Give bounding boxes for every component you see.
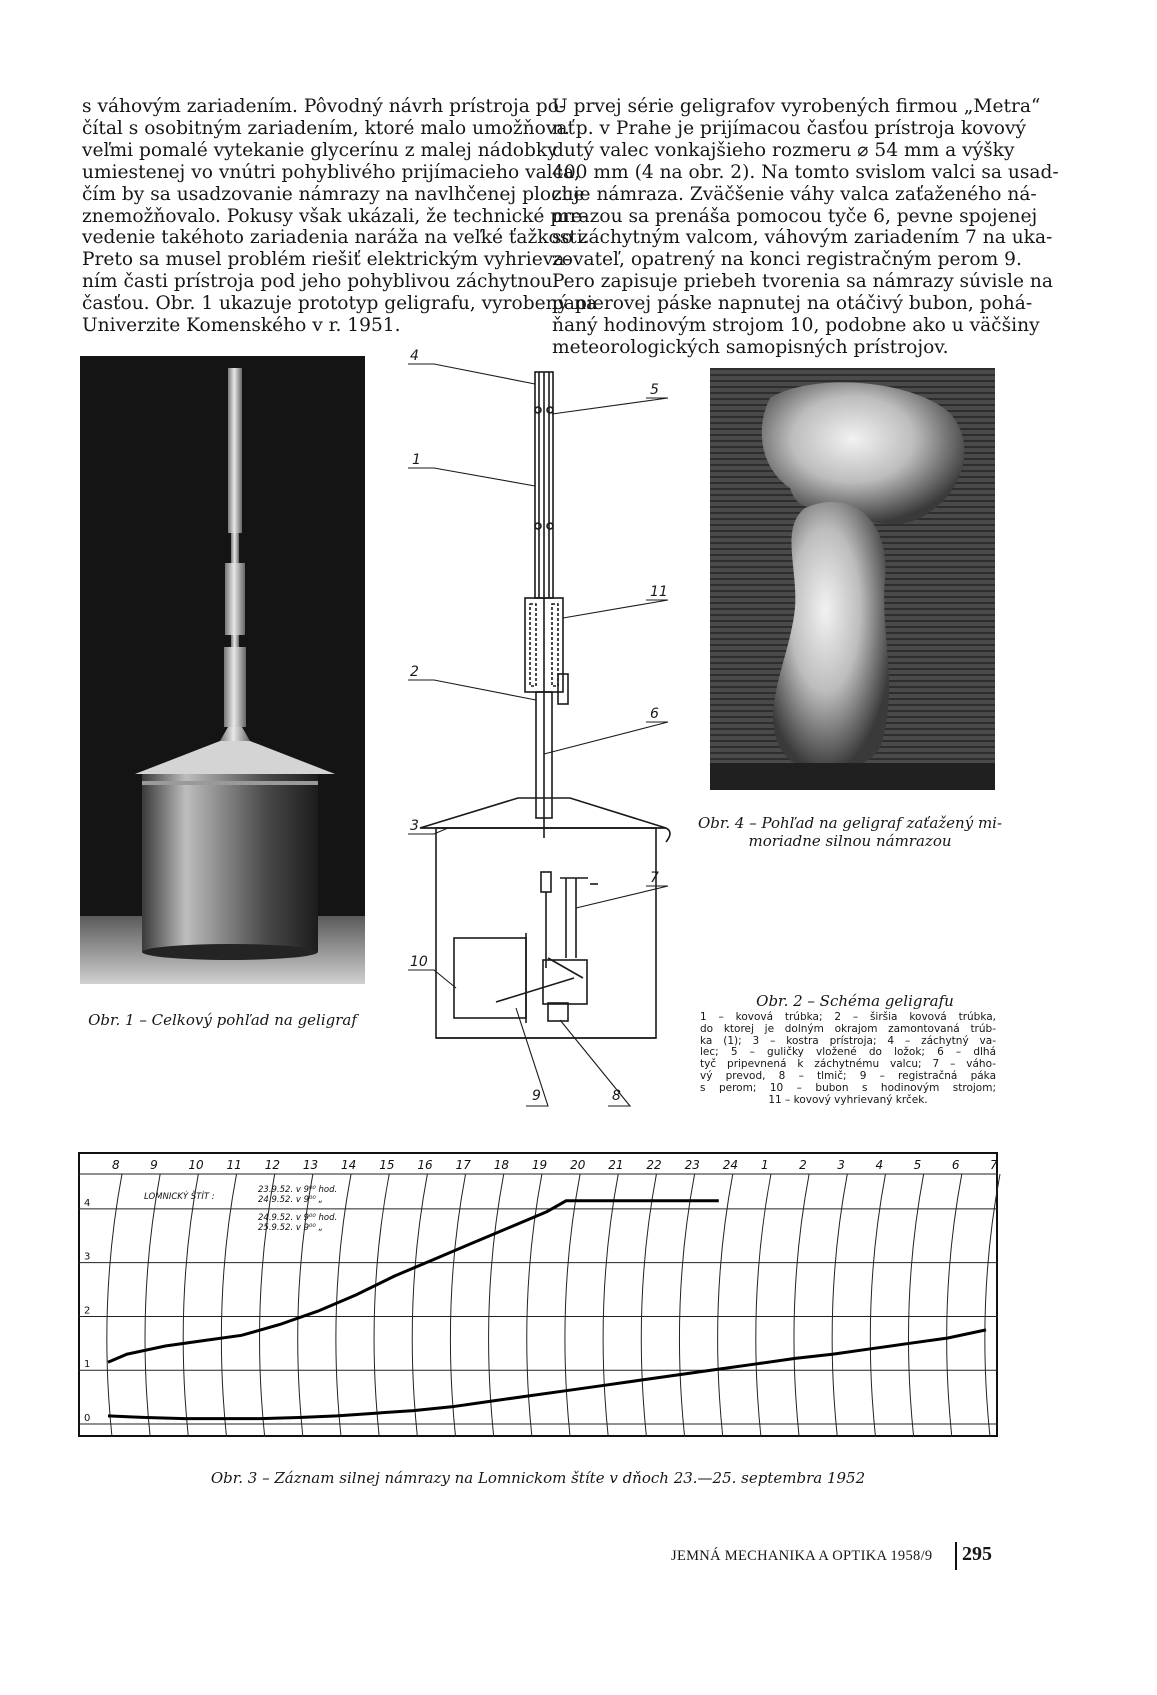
left-column-line: čítal s osobitným zariadením, ktoré malo umožňovať [82,117,575,139]
right-column-line: papierovej páske napnutej na otáčivý bubon, pohá- [552,293,1033,315]
chart-tick-label: 10 [188,1158,204,1172]
chart-tick-label: 9 [150,1158,158,1172]
fig1-photo [80,356,365,984]
page-number: 295 [962,1543,992,1565]
chart-tick-label: 13 [302,1158,319,1172]
fig3-chart [78,1152,998,1437]
fig2-legend-line: 11 – kovový vyhrievaný krček. [768,1093,928,1106]
fig2-schematic [398,348,688,1104]
fig3-caption: Obr. 3 – Záznam silnej námrazy na Lomnickom štíte v dňoch 23.—25. septembra 1952 [210,1469,866,1487]
annotation-entry: 24.9.52. v 9⁰⁰ „ [258,1195,323,1205]
fig2-legend-line: 1 – kovová trúbka; 2 – širšia kovová trúbka, [700,1011,996,1023]
fig2-label-8: 8 [612,1088,621,1104]
footer-divider [955,1542,957,1570]
chart-tick-label: 12 [264,1158,280,1172]
right-column-line: zovateľ, opatrený na konci registračným perom 9. [552,249,1022,271]
left-column-line: ním časti prístroja pod jeho pohyblivou záchytnou [82,271,553,293]
chart-tick-label: 20 [570,1158,586,1172]
chart-tick-label: 3 [837,1158,845,1172]
chart-tick-label: 24 [722,1158,739,1172]
right-column-line: so záchytným valcom, váhovým zariadením 7 na uka- [552,227,1053,249]
left-column-line: veľmi pomalé vytekanie glycerínu z malej nádobky [82,139,558,161]
fig2-legend-line: ka (1); 3 – kostra prístroja; 4 – záchytný va- [700,1034,996,1047]
annotation-entry: 25.9.52. v 9⁰⁰ „ [258,1223,323,1233]
chart-tick-label: 18 [493,1158,510,1172]
chart-y-label: 2 [84,1305,91,1317]
chart-y-label: 0 [84,1413,91,1424]
fig2-label-7: 7 [650,870,659,886]
chart-tick-label: 21 [608,1158,624,1172]
fig2-label-1: 1 [412,452,421,468]
chart-tick-label: 1 [760,1158,769,1172]
chart-tick-label: 8 [112,1158,120,1172]
fig2-legend [700,1012,996,1106]
fig2-label-5: 5 [650,382,659,398]
right-column-line: Pero zapisuje priebeh tvorenia sa námrazy súvisle na [552,271,1053,293]
fig2-label-10: 10 [410,954,428,970]
fig4-caption-line: moriadne silnou námrazou [748,832,952,850]
fig2-legend-line: do ktorej je dolným okrajom zamontovaná trúb- [700,1022,996,1035]
right-column-line: U prvej série geligrafov vyrobených firmou „Metra“ [552,96,1041,117]
fig4-caption-line: Obr. 4 – Pohľad na geligraf zaťažený mi- [697,814,1003,832]
chart-tick-label: 6 [951,1158,960,1172]
fig2-label-4: 4 [410,348,419,364]
left-column-line: čím by sa usadzovanie námrazy na navlhčenej ploche [82,183,585,205]
journal-name: JEMNÁ MECHANIKA A OPTIKA 1958/9 [671,1548,933,1564]
chart-tick-label: 17 [455,1158,471,1172]
chart-tick-label: 16 [417,1158,433,1172]
fig2-label-11: 11 [650,584,668,600]
chart-tick-label: 23 [684,1158,700,1172]
right-column-line: 400 mm (4 na obr. 2). Na tomto svislom valci sa usad- [552,161,1059,183]
chart-y-label: 3 [84,1251,91,1263]
right-column-line: ňaný hodinovým strojom 10, podobne ako u väčšiny [552,315,1040,337]
fig2-legend-line: vý prevod, 8 – tlmič; 9 – registračná páka [700,1069,996,1082]
chart-tick-label: 14 [341,1158,357,1172]
chart-tick-label: 7 [990,1158,998,1172]
chart-tick-label: 22 [646,1158,662,1172]
right-column-line: meteorologických samopisných prístrojov. [552,336,949,358]
left-column-line: vedenie takéhoto zariadenia naráža na veľké ťažkosti. [82,227,589,249]
left-column-line: Univerzite Komenského v r. 1951. [82,315,401,337]
fig2-title: Obr. 2 – Schéma geligrafu [756,992,954,1010]
right-column-line: mrazou sa prenáša pomocou tyče 6, pevne spojenej [552,205,1038,227]
annotation-station: LOMNICKÝ ŠTÍT : [144,1192,215,1202]
fig4-photo [710,368,995,790]
left-column-line: umiestenej vo vnútri pohyblivého prijímacieho valca, [82,161,581,183]
fig2-label-3: 3 [410,818,419,834]
left-column-line: časťou. Obr. 1 ukazuje prototyp geligrafu, vyrobený na [82,293,598,315]
fig2-label-9: 9 [532,1088,541,1104]
fig1-caption: Obr. 1 – Celkový pohľad na geligraf [88,1011,357,1029]
chart-y-label: 1 [84,1359,91,1371]
fig2-legend-line: lec; 5 – guličky vložené do ložok; 6 – dlhá [700,1046,996,1059]
left-column-line: znemožňovalo. Pokusy však ukázali, že technické pre- [82,205,589,227]
fig2-label-6: 6 [650,706,659,722]
left-column-line: s váhovým zariadením. Pôvodný návrh prístroja po- [82,96,566,117]
right-column-line: dutý valec vonkajšieho rozmeru ⌀ 54 mm a výšky [552,139,1015,161]
right-column-text [552,96,1059,359]
annotation-entry: 23.9.52. v 9⁰⁰ hod. [258,1185,338,1195]
fig4-caption [690,814,1010,850]
left-column-line: Preto sa musel problém riešiť elektrickým vyhrieva- [82,249,571,271]
chart-tick-label: 15 [379,1158,395,1172]
chart-y-label: 4 [84,1197,91,1209]
right-column-line: zuje námraza. Zväčšenie váhy valca zaťaženého ná- [552,183,1037,205]
chart-tick-label: 4 [875,1158,884,1172]
fig2-label-2: 2 [410,664,419,680]
fig2-legend-line: tyč pripevnená k záchytnému valcu; 7 – váho- [700,1058,996,1071]
annotation-entry: 24.9.52. v 9⁰⁰ hod. [258,1213,338,1223]
right-column-line: n. p. v Prahe je prijímacou časťou prístroja kovový [552,117,1027,139]
left-column-text [82,96,598,337]
chart-tick-label: 5 [913,1158,922,1172]
chart-tick-label: 19 [531,1158,548,1172]
fig2-legend-line: s perom; 10 – bubon s hodinovým strojom; [700,1081,996,1094]
chart-tick-label: 11 [226,1158,242,1172]
chart-tick-label: 2 [799,1158,807,1172]
